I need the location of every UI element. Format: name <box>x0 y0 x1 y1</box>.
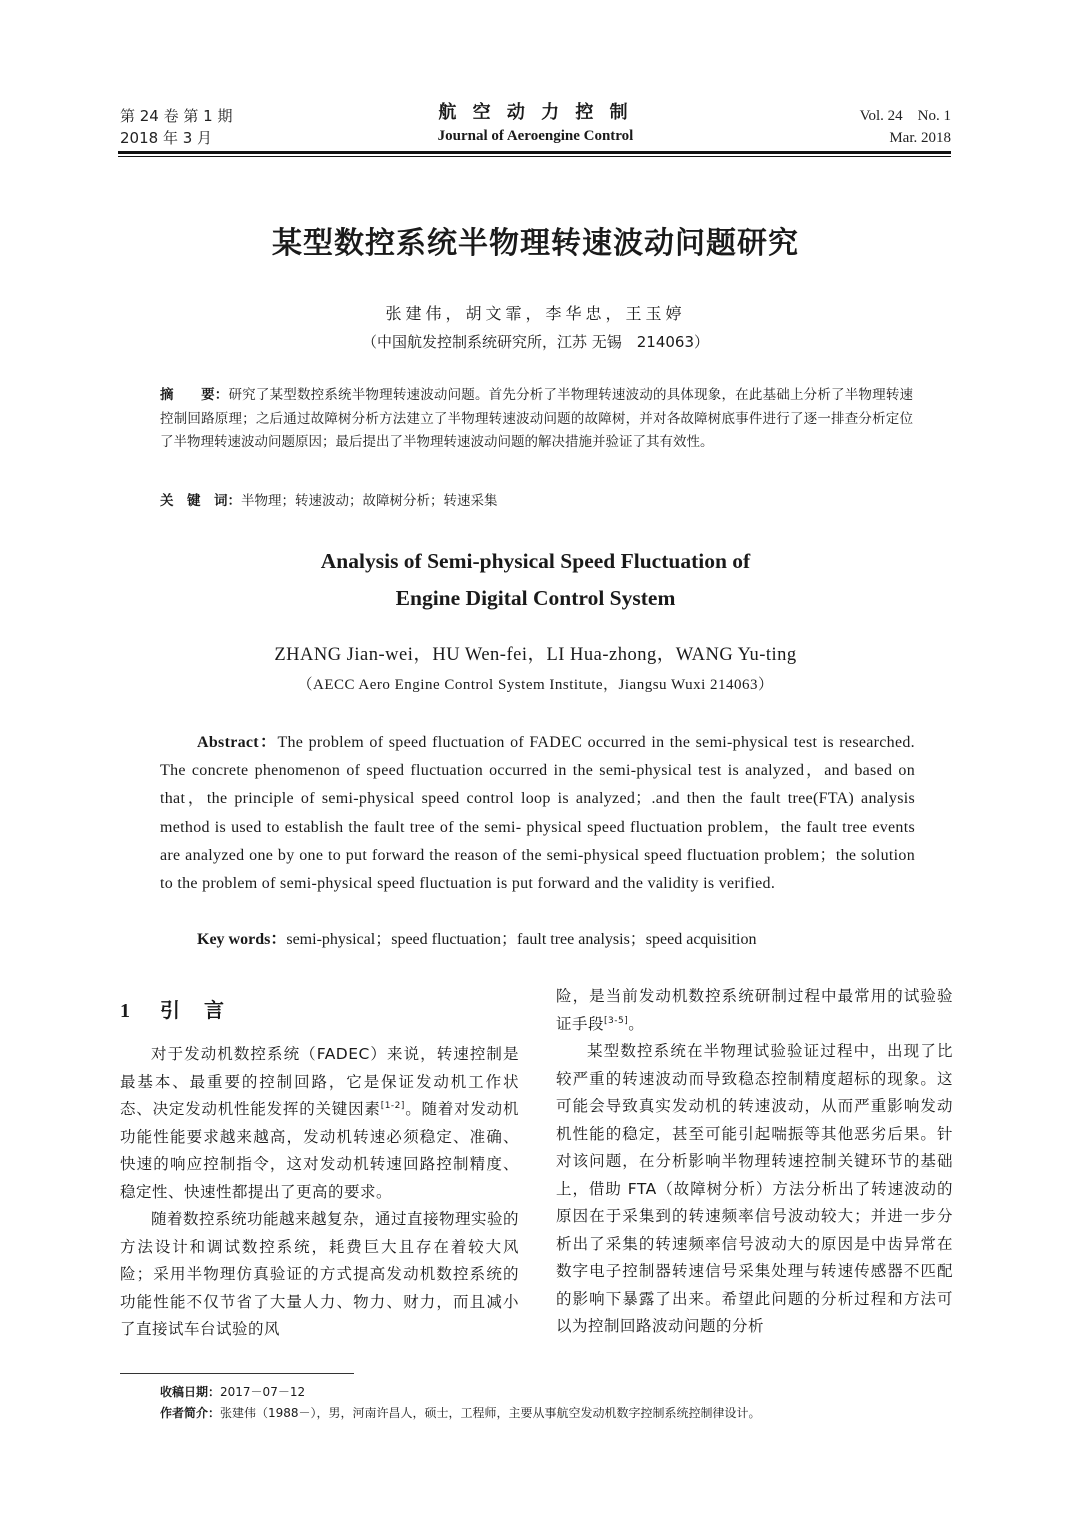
body-paragraph <box>556 983 953 1038</box>
affiliation-en: （AECC Aero Engine Control System Institute，Jiangsu Wuxi 214063） <box>297 677 774 693</box>
paper-title-en <box>0 543 1071 617</box>
body-paragraph <box>120 1041 519 1206</box>
body-paragraph: 某型数控系统在半物理试验验证过程中，出现了比较严重的转速波动而导致稳态控制精度超标的现象。这可能会导致真实发动机的转速波动，从而严重影响发动机性能的稳定，甚至可能引起喘振等其他恶劣后果。针对该问题，在分析影响半物理转速控制关键环节的基础上，借助 FTA（故障树分析）方法分析出了转速波动的原因在于采集到的转速频率信号波动较大；并进一步分析出了采集的转速频率信号波动大的原因是中齿异常在数字电子控制器转速信号采集处理与转速传感器不匹配的影响下暴露了出来。希望此问题的分析过程和方法可以为控制回路波动问题的分析 <box>556 1042 953 1335</box>
keywords-cn-text: 半物理；转速波动；故障树分析；转速采集 <box>241 493 498 509</box>
issue-info-en <box>860 105 951 149</box>
body-text: 对于发动机数控系统（FADEC）来说，转速控制是最基本、最重要的控制回路，它是保证发动机工作状态、决定发动机性能发挥的关键因素 <box>120 1045 519 1118</box>
section-number: 1 <box>120 1000 130 1022</box>
abstract-cn-label: 摘 要： <box>160 387 229 403</box>
affiliation-cn: （中国航发控制系统研究所，江苏 无锡 214063） <box>361 333 710 351</box>
keywords-cn-label: 关 键 词： <box>160 493 241 509</box>
body-paragraph: 随着数控系统功能越来越复杂，通过直接物理实验的方法设计和调试数控系统，耗费巨大且存在着较大风险；采用半物理仿真验证的方式提高发动机数控系统的功能性能不仅节省了大量人力、物力、财力，而且减小了直接试车台试验的风 <box>120 1210 520 1338</box>
author-bio-label: 作者简介： <box>160 1406 221 1420</box>
author-bio <box>160 1403 761 1423</box>
author-bio-text: 张建伟（1988－），男，河南许昌人，硕士，工程师，主要从事航空发动机数字控制系统控制律设计。 <box>220 1406 761 1420</box>
abstract-en-label: Abstract： <box>197 734 278 751</box>
journal-name-cn: 航 空 动 力 控 制 <box>438 102 633 123</box>
abstract-cn <box>160 384 913 455</box>
citation: [3-5] <box>604 1015 629 1026</box>
paper-title-cn: 某型数控系统半物理转速波动问题研究 <box>272 226 799 261</box>
abstract-en-text: The problem of speed fluctuation of FADEC occurred in the semi-physical test is researched. The concrete phenomenon of speed fluctuation occurred in the semi-physical test is analyzed，and based on that，the principle of semi-physical speed control loop is analyzed；.and then the fault tree(FTA) analysis method is used to establish the fault tree of the semi- physical speed fluctuation problem，the fault tree events are analyzed one by one to put forward the reason of the semi-physical speed fluctuation problem；the solution to the problem of semi-physical speed fluctuation is put forward and the validity is verified. <box>160 734 915 893</box>
keywords-en <box>197 926 917 954</box>
body-column-left <box>120 1041 519 1344</box>
footnote-rule <box>120 1373 354 1374</box>
body-column-right <box>556 983 953 1341</box>
paper-title-en-line1: Analysis of Semi-physical Speed Fluctuation of <box>320 549 751 573</box>
date-en: Mar. 2018 <box>889 130 951 146</box>
received-value: 2017－07－12 <box>220 1385 306 1399</box>
volume-issue-cn: 第 24 卷 第 1 期 <box>120 107 233 125</box>
volume-issue-en: Vol. 24 No. 1 <box>859 108 951 124</box>
keywords-en-text: semi-physical；speed fluctuation；fault tree analysis；speed acquisition <box>286 931 757 948</box>
date-cn: 2018 年 3 月 <box>120 129 213 147</box>
authors-cn: 张建伟，胡文霏，李华忠，王玉婷 <box>385 304 686 323</box>
received-label: 收稿日期： <box>160 1385 221 1399</box>
abstract-cn-text: 研究了某型数控系统半物理转速波动问题。首先分析了半物理转速波动的具体现象，在此基础上分析了半物理转速控制回路原理；之后通过故障树分析方法建立了半物理转速波动问题的故障树，并对各故障树底事件进行了逐一排查分析定位了半物理转速波动问题原因；最后提出了半物理转速波动问题的解决措施并验证了其有效性。 <box>160 387 914 450</box>
section-title: 引言 <box>160 998 248 1022</box>
authors-en: ZHANG Jian-wei，HU Wen-fei，LI Hua-zhong，WANG Yu-ting <box>274 645 797 665</box>
header-rule-thick <box>118 151 951 154</box>
keywords-cn <box>160 490 913 512</box>
received-date <box>160 1382 305 1402</box>
body-text: 险，是当前发动机数控系统研制过程中最常用的试验验证手段 <box>556 987 953 1033</box>
body-text: 。随着对发动机功能性能要求越来越高，发动机转速必须稳定、准确、快速的响应控制指令，这对发动机转速回路控制精度、稳定性、快速性都提出了更高的要求。 <box>120 1100 519 1201</box>
journal-name-en: Journal of Aeroengine Control <box>437 128 634 144</box>
body-text: 。 <box>628 1014 645 1033</box>
citation: [1-2] <box>380 1100 405 1111</box>
abstract-en <box>160 729 915 898</box>
header-rule-thin <box>118 156 951 157</box>
section-heading <box>120 994 248 1023</box>
paper-title-en-line2: Engine Digital Control System <box>395 586 676 610</box>
keywords-en-label: Key words： <box>197 931 287 948</box>
